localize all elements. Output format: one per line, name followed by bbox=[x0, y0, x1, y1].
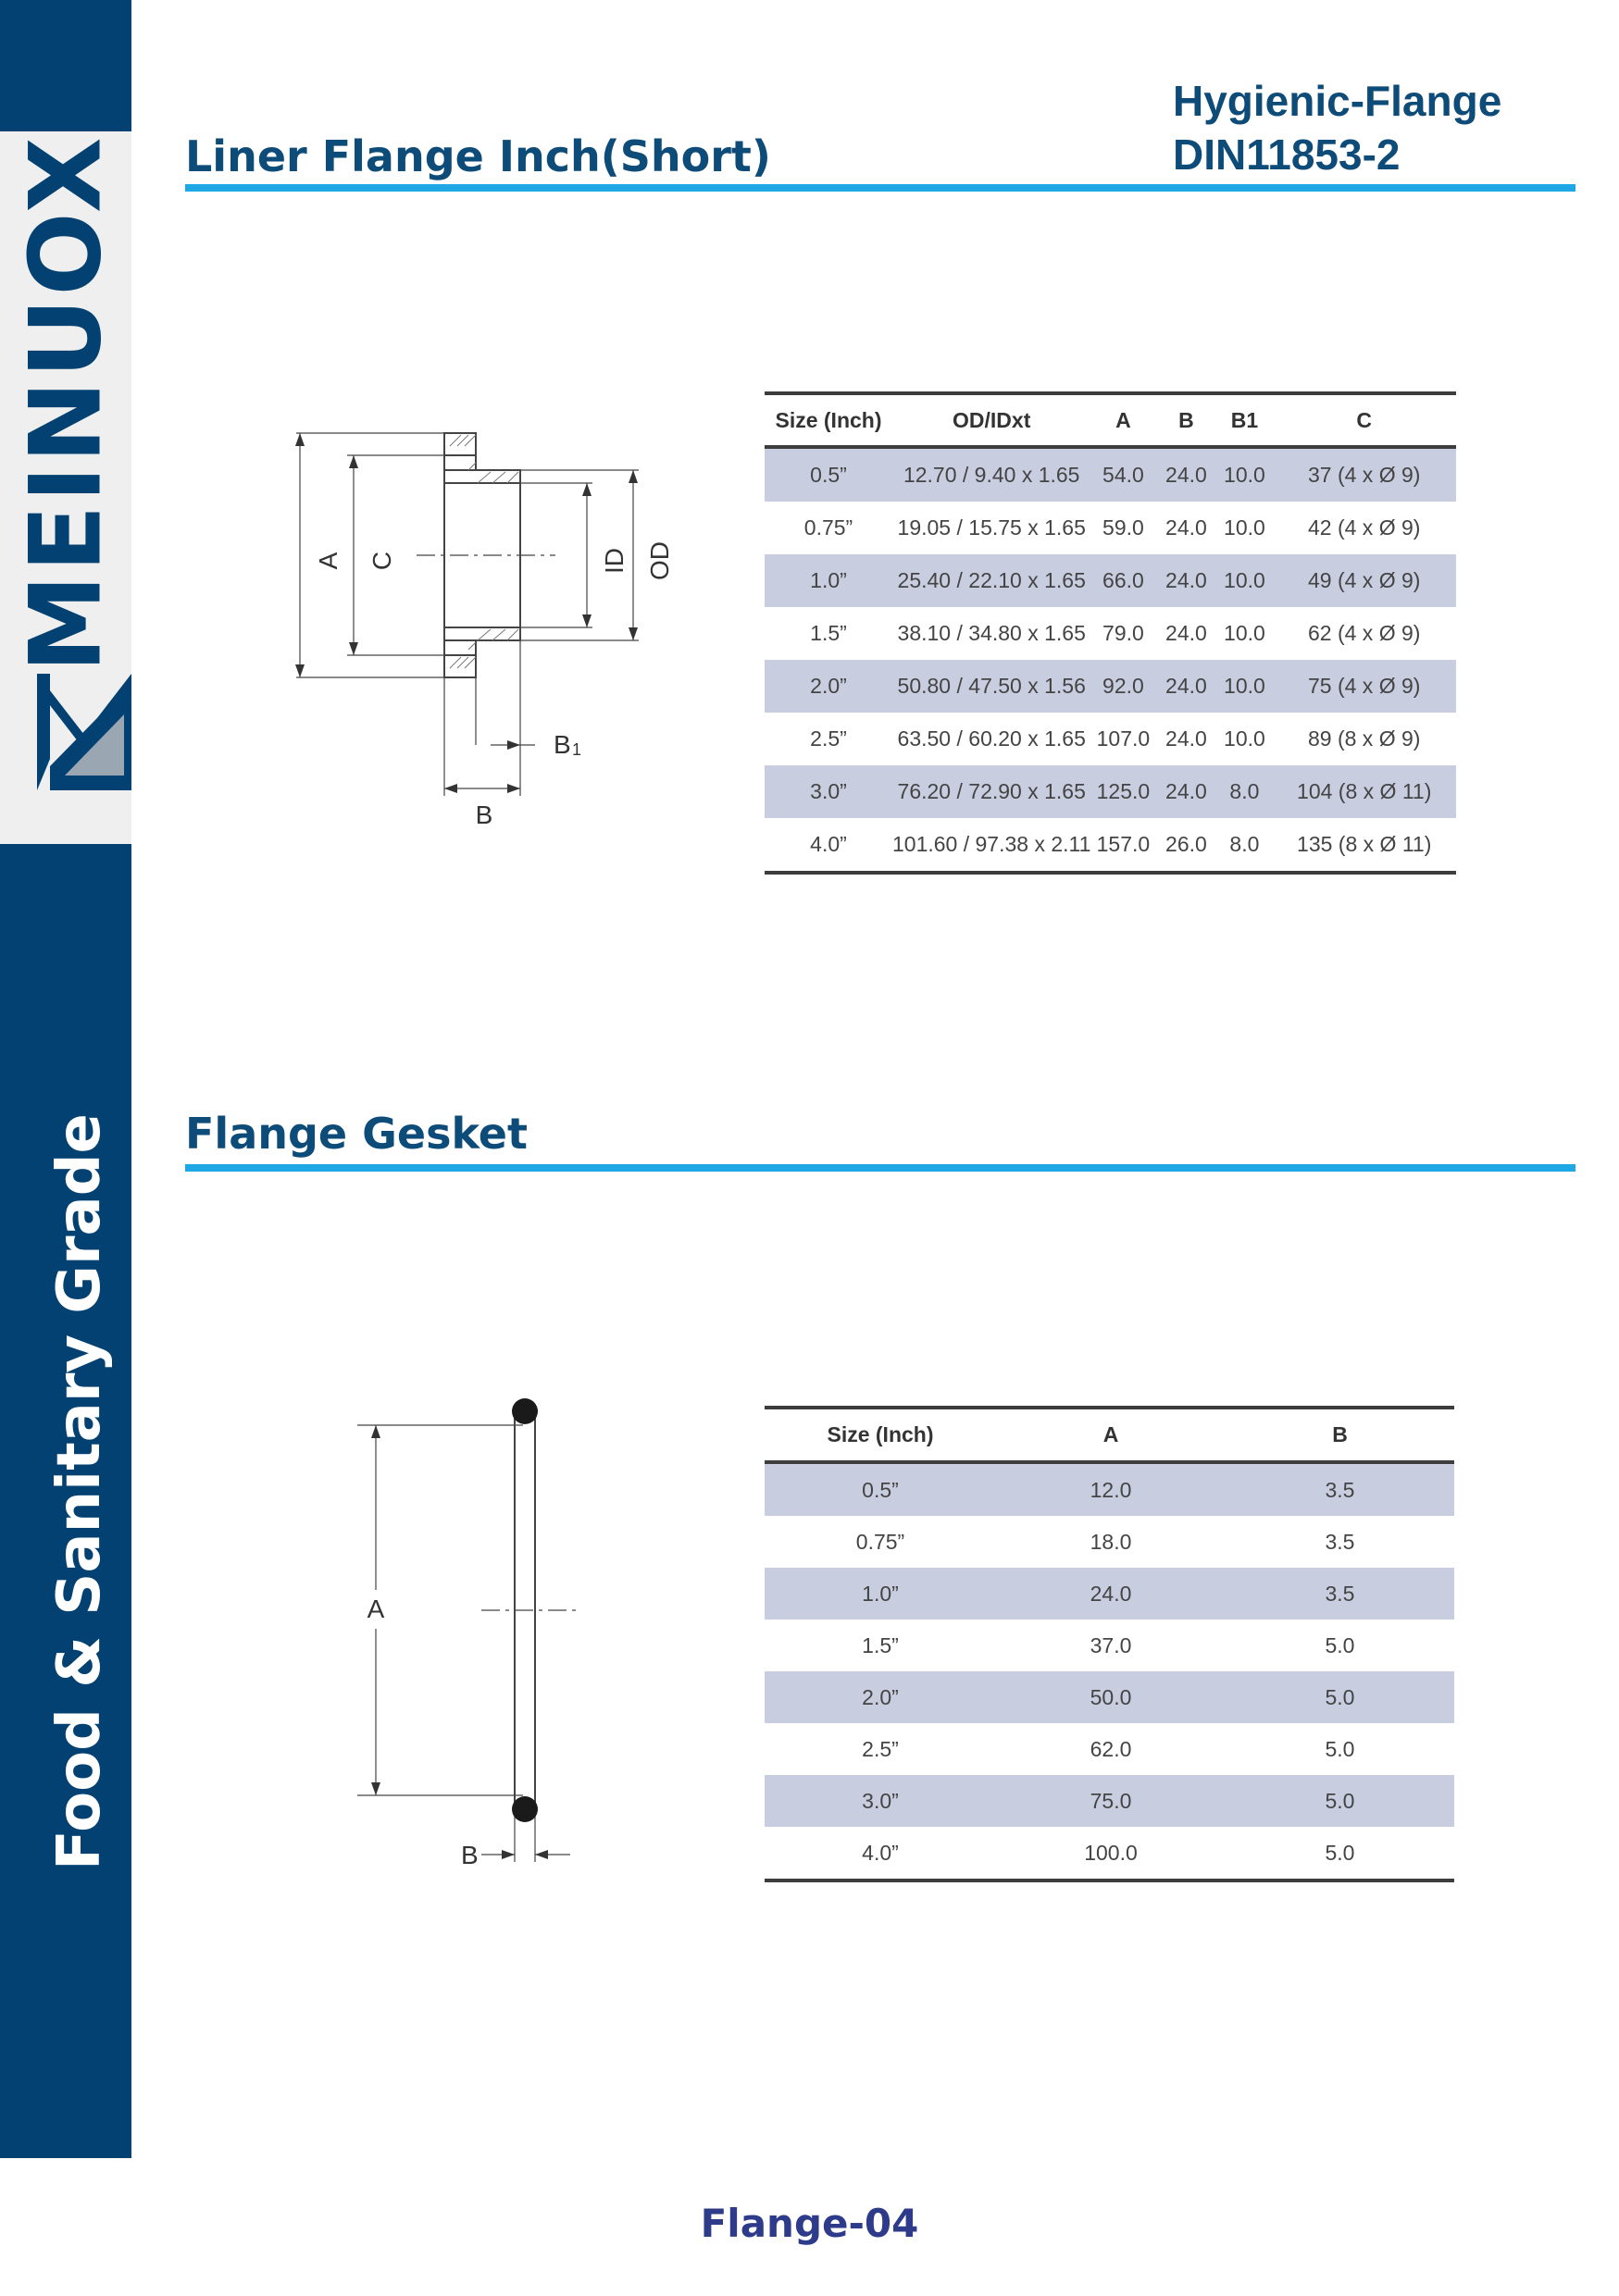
cell-b: 24.0 bbox=[1165, 726, 1207, 751]
cell-size: 1.0” bbox=[765, 554, 892, 607]
col-header-size: Size (Inch) bbox=[775, 407, 882, 432]
dim-label-c: C bbox=[367, 551, 396, 571]
cell-size: 1.0” bbox=[765, 1568, 996, 1620]
col-header-c: C bbox=[1356, 407, 1373, 432]
col-header-b: B bbox=[1178, 407, 1194, 432]
cell-a: 66.0 bbox=[1090, 554, 1155, 607]
cell-b: 3.5 bbox=[1226, 1462, 1454, 1516]
dim-label-b1: B bbox=[554, 730, 571, 759]
cell-b: 24.0 bbox=[1165, 621, 1207, 645]
cell-od-id: 63.50 / 60.20 x 1.65 bbox=[897, 726, 1086, 751]
cell-size: 0.5” bbox=[765, 1462, 996, 1516]
cell-size: 1.5” bbox=[862, 1632, 899, 1657]
table-row bbox=[765, 713, 1456, 765]
cell-size: 2.5” bbox=[810, 726, 847, 751]
cell-size: 2.0” bbox=[765, 660, 892, 713]
cell-size: 0.75” bbox=[855, 1529, 905, 1554]
cell-b1: 10.0 bbox=[1224, 621, 1265, 645]
cell-a: 24.0 bbox=[996, 1568, 1226, 1620]
dim-label-a: A bbox=[367, 1595, 385, 1623]
cell-od-id: 76.20 / 72.90 x 1.65 bbox=[892, 765, 1090, 818]
section-1-rule bbox=[185, 184, 1575, 192]
cell-b: 24.0 bbox=[1155, 765, 1216, 818]
cell-od-id: 19.05 / 15.75 x 1.65 bbox=[897, 515, 1086, 540]
col-header-b1: B1 bbox=[1230, 407, 1259, 432]
cell-c: 37 (4 x Ø 9) bbox=[1272, 447, 1456, 502]
cell-b1: 10.0 bbox=[1216, 447, 1272, 502]
cell-b: 24.0 bbox=[1155, 660, 1216, 713]
table-row bbox=[765, 1462, 1454, 1516]
cell-a: 54.0 bbox=[1090, 447, 1155, 502]
table-row bbox=[765, 447, 1456, 502]
cell-a: 100.0 bbox=[1084, 1840, 1138, 1865]
table-header-row bbox=[765, 1408, 1454, 1462]
cell-b: 5.0 bbox=[1226, 1775, 1454, 1827]
cell-b: 3.5 bbox=[1325, 1529, 1355, 1554]
dim-label-b: B bbox=[461, 1841, 479, 1869]
cell-b: 24.0 bbox=[1155, 447, 1216, 502]
table-row bbox=[765, 660, 1456, 713]
cell-a: 79.0 bbox=[1102, 621, 1144, 645]
table-row bbox=[765, 502, 1456, 554]
cell-a: 37.0 bbox=[1090, 1632, 1132, 1657]
cell-size: 3.0” bbox=[765, 1775, 996, 1827]
cell-b: 3.5 bbox=[1226, 1568, 1454, 1620]
col-header-od-id: OD/IDxt bbox=[953, 407, 1031, 432]
header-line-2: DIN11853-2 bbox=[1173, 130, 1401, 179]
cell-c: 75 (4 x Ø 9) bbox=[1272, 660, 1456, 713]
table-row bbox=[765, 1775, 1454, 1827]
flange-gasket-drawing bbox=[333, 1379, 602, 1897]
cell-c: 104 (8 x Ø 11) bbox=[1272, 765, 1456, 818]
cell-a: 92.0 bbox=[1090, 660, 1155, 713]
cell-c: 135 (8 x Ø 11) bbox=[1297, 832, 1432, 856]
liner-flange-table bbox=[765, 391, 1456, 875]
col-header-b: B bbox=[1332, 1422, 1348, 1446]
cell-od-id: 38.10 / 34.80 x 1.65 bbox=[897, 621, 1086, 645]
sidebar-category-label: Food & Sanitary Grade bbox=[45, 1113, 114, 1870]
cell-a: 157.0 bbox=[1096, 832, 1151, 856]
section-2-rule bbox=[185, 1164, 1575, 1172]
cell-od-id: 25.40 / 22.10 x 1.65 bbox=[892, 554, 1090, 607]
cell-od-id: 50.80 / 47.50 x 1.56 bbox=[892, 660, 1090, 713]
table-row bbox=[765, 818, 1456, 873]
sidebar-top-band bbox=[0, 0, 131, 131]
col-header-size: Size (Inch) bbox=[827, 1422, 934, 1446]
section-1-title: Liner Flange Inch(Short) bbox=[185, 131, 771, 181]
table-row bbox=[765, 607, 1456, 660]
cell-b1: 10.0 bbox=[1216, 554, 1272, 607]
dim-label-b1-subscript: 1 bbox=[572, 740, 582, 759]
cell-size: 2.5” bbox=[862, 1736, 899, 1761]
cell-c: 62 (4 x Ø 9) bbox=[1307, 621, 1421, 645]
cell-b1: 10.0 bbox=[1224, 726, 1265, 751]
cell-a: 50.0 bbox=[996, 1671, 1226, 1723]
brand-wordmark: MEINUOX bbox=[8, 134, 123, 673]
cell-b1: 10.0 bbox=[1216, 660, 1272, 713]
dim-label-b: B bbox=[475, 800, 493, 829]
brand-logo-icon bbox=[37, 674, 131, 790]
table-row bbox=[765, 554, 1456, 607]
cell-size: 1.5” bbox=[810, 621, 847, 645]
cell-a: 107.0 bbox=[1096, 726, 1151, 751]
cell-a: 12.0 bbox=[996, 1462, 1226, 1516]
cell-a: 125.0 bbox=[1090, 765, 1155, 818]
cell-size: 0.75” bbox=[803, 515, 853, 540]
cell-b: 5.0 bbox=[1325, 1632, 1355, 1657]
flange-gasket-table bbox=[765, 1406, 1454, 1882]
document-header bbox=[1173, 74, 1501, 181]
cell-size: 3.0” bbox=[765, 765, 892, 818]
table-row bbox=[765, 765, 1456, 818]
cell-size: 4.0” bbox=[862, 1840, 899, 1865]
cell-b: 24.0 bbox=[1165, 515, 1207, 540]
cell-size: 4.0” bbox=[810, 832, 847, 856]
cell-c: 89 (8 x Ø 9) bbox=[1307, 726, 1421, 751]
cell-c: 42 (4 x Ø 9) bbox=[1307, 515, 1421, 540]
cell-b: 5.0 bbox=[1325, 1840, 1355, 1865]
dim-label-a: A bbox=[314, 552, 342, 570]
cell-od-id: 101.60 / 97.38 x 2.11 bbox=[892, 832, 1091, 856]
cell-od-id: 12.70 / 9.40 x 1.65 bbox=[892, 447, 1090, 502]
cell-b: 5.0 bbox=[1325, 1736, 1355, 1761]
cell-a: 75.0 bbox=[996, 1775, 1226, 1827]
dim-label-od: OD bbox=[645, 541, 674, 580]
cell-b: 26.0 bbox=[1165, 832, 1207, 856]
section-2-title: Flange Gesket bbox=[185, 1109, 528, 1159]
cell-b: 24.0 bbox=[1155, 554, 1216, 607]
cell-a: 59.0 bbox=[1102, 515, 1144, 540]
cell-b1: 8.0 bbox=[1216, 765, 1272, 818]
table-row bbox=[765, 1568, 1454, 1620]
liner-flange-drawing bbox=[278, 407, 676, 842]
cell-a: 18.0 bbox=[1090, 1529, 1132, 1554]
table-header-row bbox=[765, 393, 1456, 447]
cell-b: 5.0 bbox=[1226, 1671, 1454, 1723]
table-row bbox=[765, 1516, 1454, 1568]
col-header-a: A bbox=[1115, 407, 1131, 432]
table-row bbox=[765, 1620, 1454, 1671]
header-line-1: Hygienic-Flange bbox=[1173, 77, 1502, 125]
cell-size: 0.5” bbox=[765, 447, 892, 502]
page-label: Flange-04 bbox=[700, 2201, 919, 2246]
cell-a: 62.0 bbox=[1090, 1736, 1132, 1761]
col-header-a: A bbox=[1102, 1422, 1119, 1446]
cell-b1: 8.0 bbox=[1229, 832, 1260, 856]
table-row bbox=[765, 1671, 1454, 1723]
cell-size: 2.0” bbox=[765, 1671, 996, 1723]
cell-c: 49 (4 x Ø 9) bbox=[1272, 554, 1456, 607]
table-row bbox=[765, 1723, 1454, 1775]
dim-label-id: ID bbox=[600, 548, 629, 574]
table-row bbox=[765, 1827, 1454, 1880]
cell-b1: 10.0 bbox=[1224, 515, 1265, 540]
